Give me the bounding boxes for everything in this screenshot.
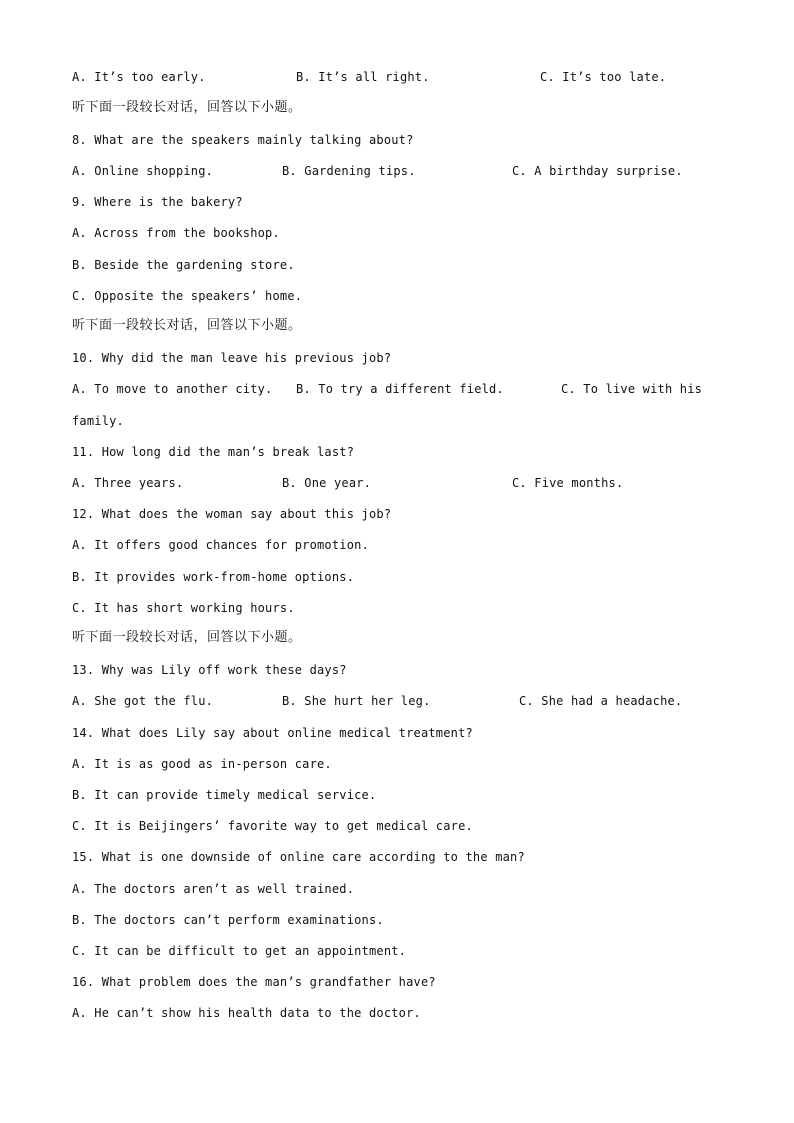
q9-option-b: B. Beside the gardening store. <box>72 258 295 272</box>
q8-option-a: A. Online shopping. <box>72 164 214 178</box>
q11-option-a: A. Three years. <box>72 476 184 490</box>
q11-option-c: C. Five months. <box>512 476 624 490</box>
q13-question: 13. Why was Lily off work these days? <box>72 663 347 677</box>
section-instruction: 听下面一段较长对话，回答以下小题。 <box>72 630 302 645</box>
q10-option-c: C. To live with his <box>561 382 703 396</box>
q14-option-b: B. It can provide timely medical service. <box>72 788 377 802</box>
q13-option-a: A. She got the flu. <box>72 694 214 708</box>
q8-option-c: C. A birthday surprise. <box>512 164 683 178</box>
q16-question: 16. What problem does the man’s grandfather have? <box>72 975 436 989</box>
q7-option-a: A. It’s too early. <box>72 70 206 84</box>
q15-option-c: C. It can be difficult to get an appointment. <box>72 944 407 958</box>
q11-question: 11. How long did the man’s break last? <box>72 445 355 459</box>
q14-option-c: C. It is Beijingers’ favorite way to get medical care. <box>72 819 473 833</box>
q9-option-a: A. Across from the bookshop. <box>72 226 280 240</box>
section-instruction: 听下面一段较长对话，回答以下小题。 <box>72 318 302 333</box>
q15-option-a: A. The doctors aren’t as well trained. <box>72 882 355 896</box>
q12-option-a: A. It offers good chances for promotion. <box>72 538 369 552</box>
q10-option-a: A. To move to another city. <box>72 382 273 396</box>
q12-option-b: B. It provides work-from-home options. <box>72 570 355 584</box>
q15-question: 15. What is one downside of online care according to the man? <box>72 850 525 864</box>
q12-option-c: C. It has short working hours. <box>72 601 295 615</box>
q8-option-b: B. Gardening tips. <box>282 164 416 178</box>
q7-option-c: C. It’s too late. <box>540 70 667 84</box>
q11-option-b: B. One year. <box>282 476 372 490</box>
q13-option-c: C. She had a headache. <box>519 694 683 708</box>
q10-option-b: B. To try a different field. <box>296 382 504 396</box>
q10-option-c-continued: family. <box>72 414 124 428</box>
q16-option-a: A. He can’t show his health data to the doctor. <box>72 1006 421 1020</box>
q14-question: 14. What does Lily say about online medical treatment? <box>72 726 473 740</box>
q9-option-c: C. Opposite the speakers’ home. <box>72 289 303 303</box>
section-instruction: 听下面一段较长对话，回答以下小题。 <box>72 100 302 115</box>
q9-question: 9. Where is the bakery? <box>72 195 243 209</box>
q10-question: 10. Why did the man leave his previous job? <box>72 351 392 365</box>
q7-option-b: B. It’s all right. <box>296 70 430 84</box>
q13-option-b: B. She hurt her leg. <box>282 694 431 708</box>
q15-option-b: B. The doctors can’t perform examinations. <box>72 913 384 927</box>
q12-question: 12. What does the woman say about this job? <box>72 507 392 521</box>
q8-question: 8. What are the speakers mainly talking about? <box>72 133 414 147</box>
q14-option-a: A. It is as good as in-person care. <box>72 757 332 771</box>
